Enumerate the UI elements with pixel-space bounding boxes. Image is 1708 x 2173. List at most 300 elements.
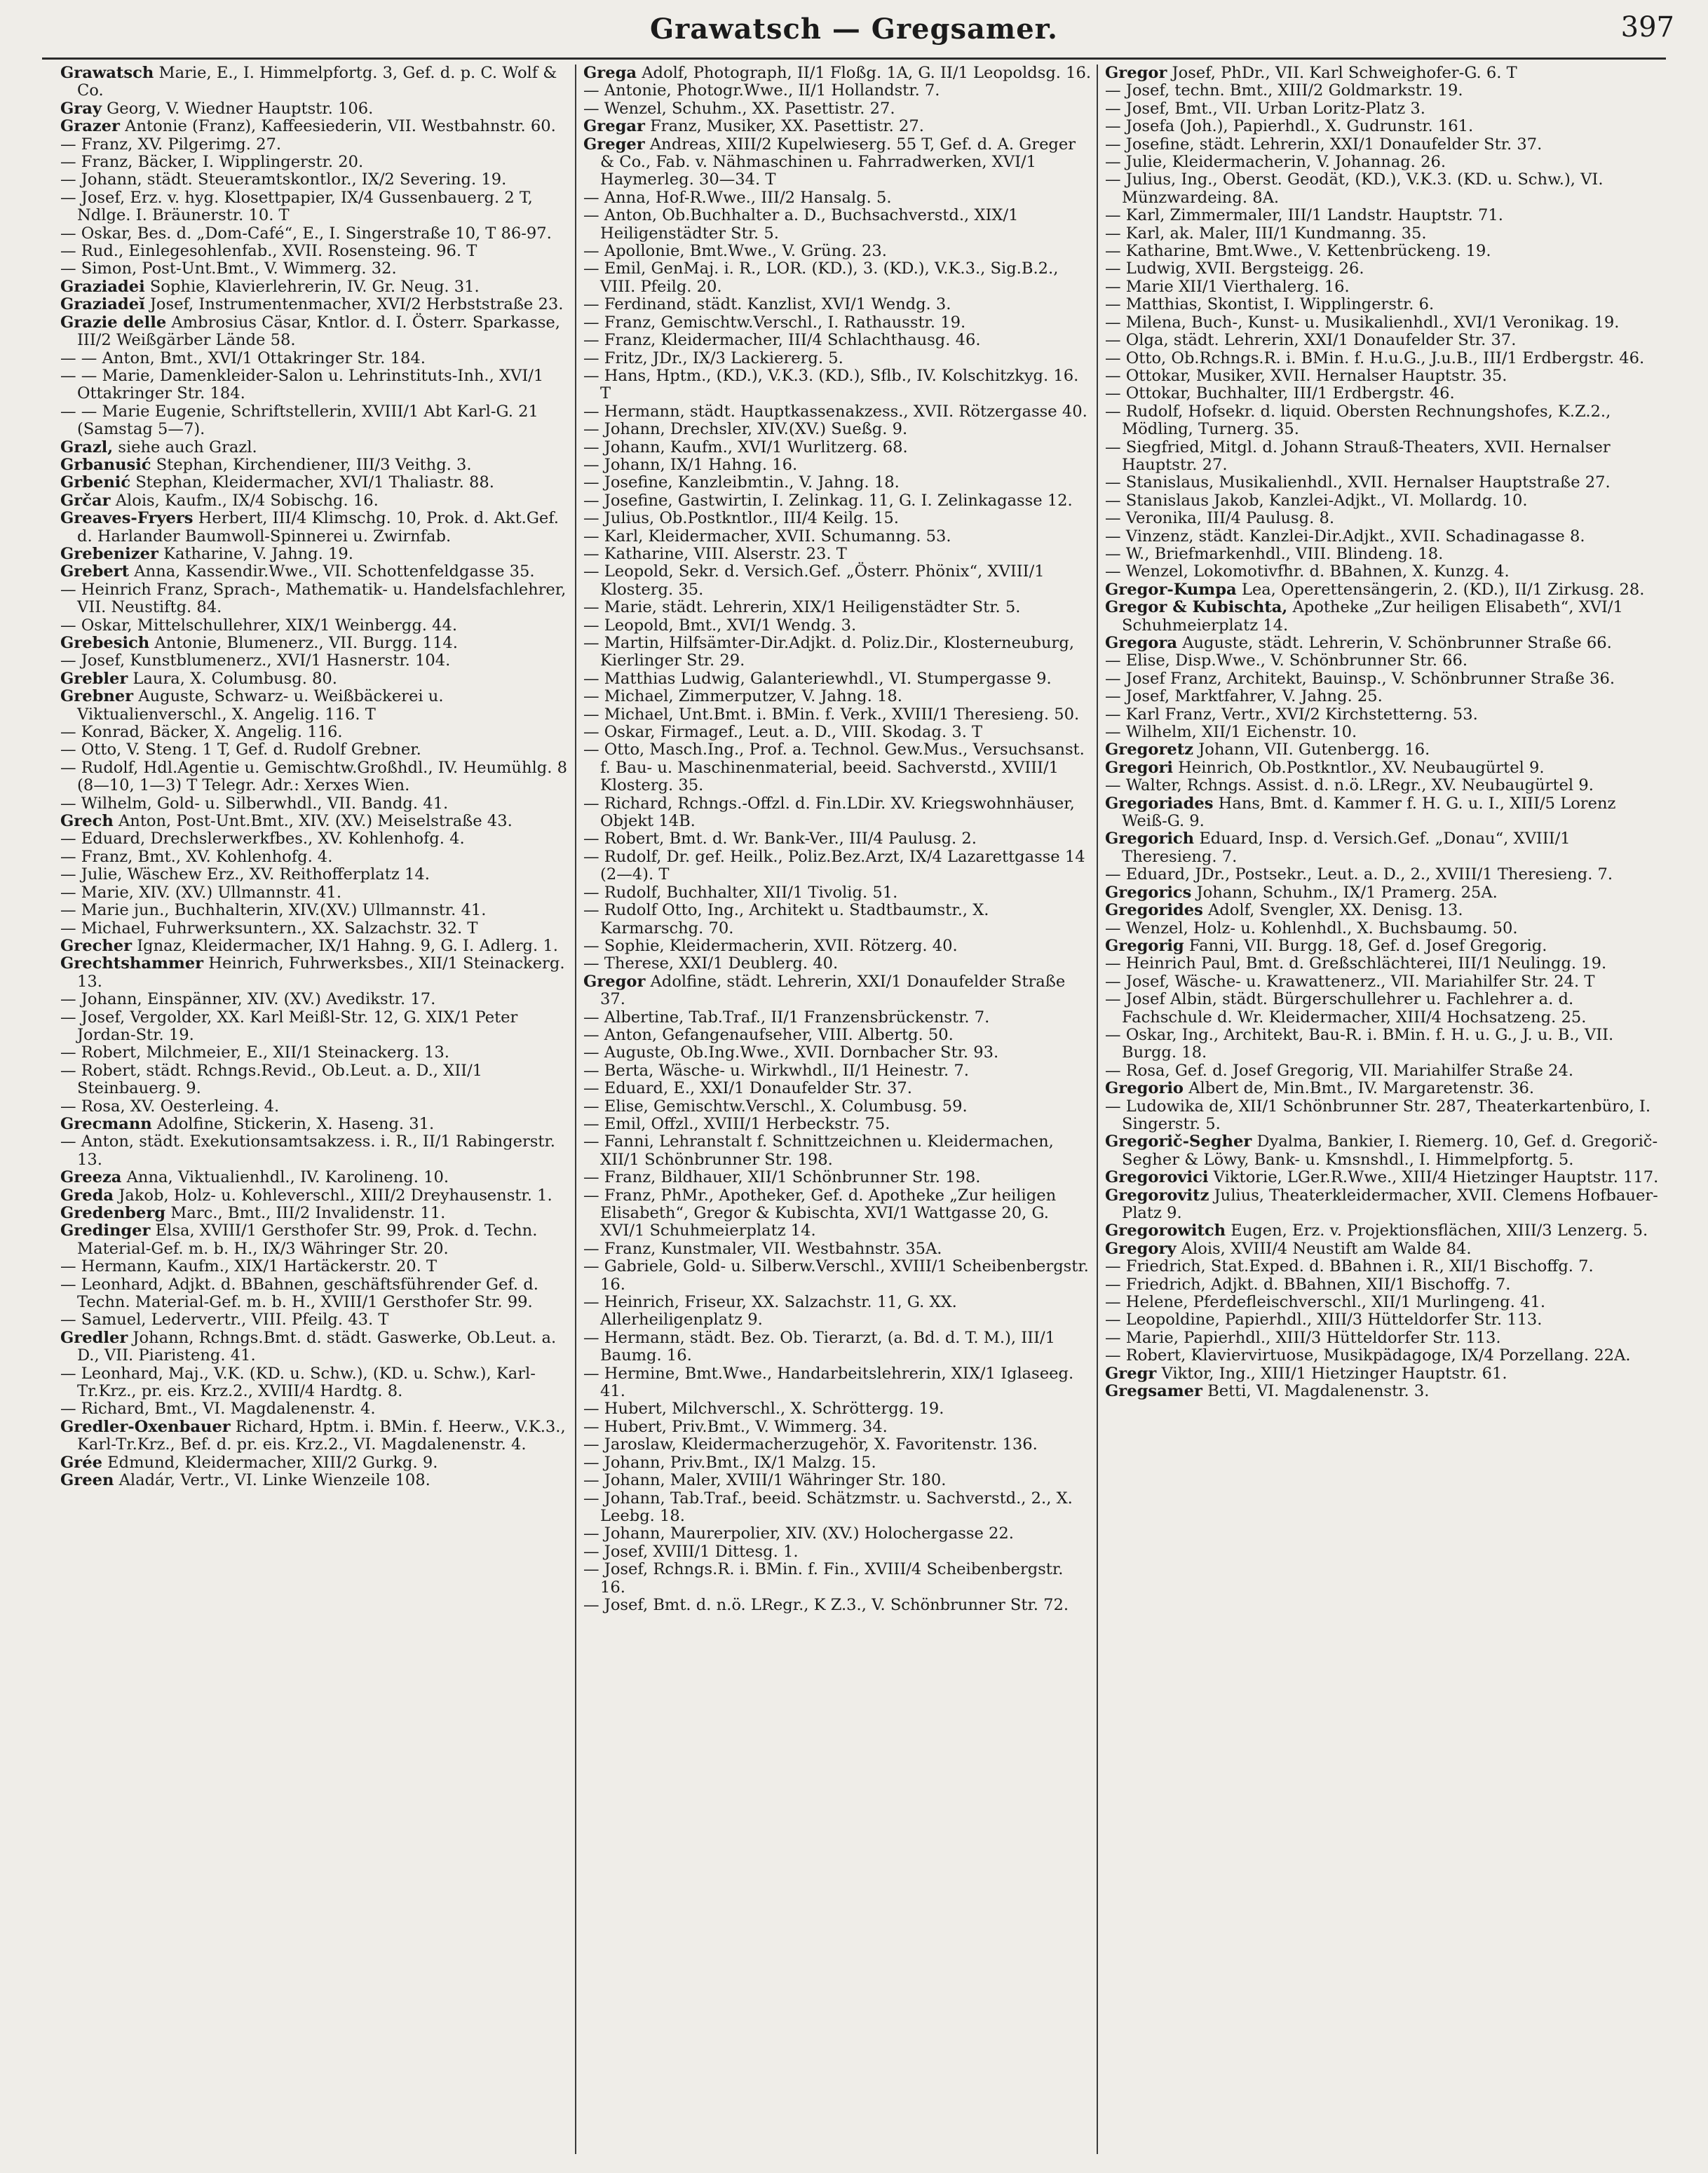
directory-entry (1105, 260, 1663, 278)
entry-text: — Vinzenz, städt. Kanzlei-Dir.Adjkt., XVII. Schadinagasse 8. (1105, 527, 1585, 546)
entry-text: — Karl, ak. Maler, III/1 Kundmanng. 35. (1105, 224, 1427, 243)
entry-text: — Josef, Marktfahrer, V. Jahng. 25. (1105, 687, 1383, 706)
entry-surname: Green (60, 1471, 114, 1490)
directory-entry (583, 1436, 1092, 1454)
directory-entry (583, 1044, 1092, 1062)
directory-entry (1105, 367, 1663, 385)
entry-surname: Grazl, (60, 438, 114, 456)
directory-entry (1105, 866, 1663, 884)
entry-text: Edmund, Kleidermacher, XIII/2 Gurkg. 9. (107, 1453, 438, 1472)
directory-entry (583, 546, 1092, 563)
entry-text: — Rudolf Otto, Ing., Architekt u. Stadtbaumstr., X. Karmarschg. 70. (583, 901, 989, 937)
directory-entry (1105, 1383, 1663, 1400)
entry-text: — Josef, Rchngs.R. i. BMin. f. Fin., XVIII/4 Scheibenbergstr. 16. (583, 1560, 1064, 1597)
entry-text: — Hermann, Kaufm., XIX/1 Hartäckerstr. 20. T (60, 1257, 438, 1276)
directory-entry (583, 1098, 1092, 1116)
entry-text: — Josef, Bmt. d. n.ö. LRegr., K Z.3., V. Schönbrunner Str. 72. (583, 1595, 1069, 1614)
directory-entry (583, 136, 1092, 189)
directory-entry (1105, 65, 1663, 82)
entry-text: — Josefine, Kanzleibmtin., V. Jahng. 18. (583, 473, 900, 492)
column-1 (60, 65, 569, 2154)
directory-entry (60, 1205, 569, 1222)
entry-text: — Josef, techn. Bmt., XIII/2 Goldmarkstr. 19. (1105, 81, 1463, 100)
directory-entry (1105, 314, 1663, 332)
directory-entry (583, 955, 1092, 973)
directory-entry (60, 1062, 569, 1098)
entry-text: Heinrich, Fuhrwerksbes., XII/1 Steinackerg. 13. (77, 954, 565, 991)
directory-entry (1105, 1080, 1663, 1097)
entry-text: — Rudolf, Buchhalter, XII/1 Tivolig. 51. (583, 883, 898, 902)
entry-text: — Rud., Einlegesohlenfab., XVII. Rosensteing. 96. T (60, 242, 477, 261)
entry-text: Heinrich, Ob.Postkntlor., XV. Neubaugürtel 9. (1178, 758, 1545, 777)
entry-text: — Josef, XVIII/1 Dittesg. 1. (583, 1542, 799, 1561)
directory-entry (60, 243, 569, 260)
directory-entry (1105, 546, 1663, 563)
entry-text: Antonie (Franz), Kaffeesiederin, VII. Westbahnstr. 60. (125, 117, 556, 136)
entry-surname: Gregorio (1105, 1079, 1184, 1098)
directory-entry (583, 670, 1092, 688)
entry-text: — Jaroslaw, Kleidermacherzugehör, X. Favoritenstr. 136. (583, 1435, 1038, 1454)
column-2 (583, 65, 1092, 2154)
entry-text: Alois, Kaufm., IX/4 Sobischg. 16. (115, 491, 379, 510)
entry-text: — Otto, Masch.Ing., Prof. a. Technol. Gew.Mus., Versuchsanst. f. Bau- u. Maschinenmaterial, beeid. Sachverstd., XVIII/1 Klosterg. 35. (583, 740, 1085, 795)
entry-text: — Leopold, Bmt., XVI/1 Wendg. 3. (583, 616, 857, 635)
entry-text: — Franz, XV. Pilgerimg. 27. (60, 135, 282, 154)
directory-entry (1105, 403, 1663, 439)
directory-entry (583, 403, 1092, 421)
entry-text: — Josef Franz, Architekt, Bauinsp., V. Schönbrunner Straße 36. (1105, 669, 1615, 688)
entry-text: Eduard, Insp. d. Versich.Gef. „Donau“, XVIII/1 Theresieng. 7. (1122, 830, 1571, 866)
entry-text: — Michael, Zimmerputzer, V. Jahng. 18. (583, 687, 902, 706)
entry-text: Franz, Musiker, XX. Pasettistr. 27. (650, 117, 924, 136)
entry-text: — Wenzel, Holz- u. Kohlenhdl., X. Buchsbaumg. 50. (1105, 919, 1518, 937)
entry-surname: Grawatsch (60, 65, 154, 82)
entry-text: Josef, PhDr., VII. Karl Schweighofer-G. 6. T (1172, 65, 1517, 82)
entry-text: — Hubert, Priv.Bmt., V. Wimmerg. 34. (583, 1417, 888, 1436)
entry-text: — Fritz, JDr., IX/3 Lackiererg. 5. (583, 348, 843, 367)
entry-text: — Katharine, VIII. Alserstr. 23. T (583, 544, 847, 563)
entry-text: Adolfine, städt. Lehrerin, XXI/1 Donaufelder Straße 37. (600, 972, 1066, 1009)
directory-entry (583, 260, 1092, 296)
entry-text: Apotheke „Zur heiligen Elisabeth“, XVI/1 Schuhmeierplatz 14. (1122, 598, 1623, 635)
directory-entry (1105, 1222, 1663, 1240)
entry-text: — Elise, Gemischtw.Verschl., X. Columbusg. 59. (583, 1097, 968, 1116)
entry-text: — Wilhelm, XII/1 Eichenstr. 10. (1105, 723, 1357, 742)
entry-text: — Julius, Ing., Oberst. Geodät, (KD.), V.K.3. (KD. u. Schw.), VI. Münzwardeing. 8A. (1105, 170, 1604, 207)
entry-text: — Richard, Rchngs.-Offzl. d. Fin.LDir. XV. Kriegswohnhäuser, Objekt 14B. (583, 794, 1075, 831)
entry-text: — W., Briefmarkenhdl., VIII. Blindeng. 18. (1105, 544, 1444, 563)
directory-entry (1105, 830, 1663, 866)
directory-entry (583, 474, 1092, 492)
entry-text: — Michael, Fuhrwerksuntern., XX. Salzachstr. 32. T (60, 919, 478, 937)
entry-text: — Simon, Post-Unt.Bmt., V. Wimmerg. 32. (60, 259, 397, 278)
directory-entry (583, 1365, 1092, 1401)
directory-entry (583, 1294, 1092, 1329)
directory-entry (1105, 171, 1663, 207)
directory-entry (60, 492, 569, 510)
entry-surname: Greaves-Fryers (60, 509, 194, 528)
entry-text: Elsa, XVIII/1 Gersthofer Str. 99, Prok. d. Techn. Material-Gef. m. b. H., IX/3 Währinger Str. 20. (77, 1221, 538, 1258)
entry-text: — Michael, Unt.Bmt. i. BMin. f. Verk., XVIII/1 Theresieng. 50. (583, 705, 1080, 724)
entry-text: — Leonhard, Adjkt. d. BBahnen, geschäftsführender Gef. d. Techn. Material-Gef. m. b. H., XVIII/1 Gersthofer Str. 99. (60, 1275, 538, 1312)
entry-text: — Josef Albin, städt. Bürgerschullehrer u. Fachlehrer a. d. Fachschule d. Wr. Kleidermacher, XIII/4 Hochsatzeng. 25. (1105, 990, 1587, 1027)
directory-entry (1105, 759, 1663, 777)
entry-surname: Gregar (583, 117, 645, 136)
directory-entry (1105, 635, 1663, 652)
directory-entry (60, 65, 569, 100)
entry-text: — Franz, Kleidermacher, III/4 Schlachthausg. 46. (583, 331, 981, 350)
entry-text: — Robert, Klaviervirtuose, Musikpädagoge, IX/4 Porzellang. 22A. (1105, 1346, 1631, 1365)
entry-surname: Grebler (60, 669, 128, 688)
directory-entry (583, 332, 1092, 349)
entry-text: — Wenzel, Lokomotivfhr. d. BBahnen, X. Kunzg. 4. (1105, 562, 1510, 581)
directory-entry (583, 848, 1092, 884)
directory-entry (60, 350, 569, 367)
directory-entry (60, 902, 569, 919)
entry-text: — Hermann, städt. Bez. Ob. Tierarzt, (a. Bd. d. T. M.), III/1 Baumg. 16. (583, 1328, 1056, 1365)
entry-text: — Berta, Wäsche- u. Wirkwhdl., II/1 Heinestr. 7. (583, 1061, 969, 1080)
entry-text: — Helene, Pferdefleischverschl., XII/1 Murlingeng. 41. (1105, 1293, 1546, 1312)
directory-entry (583, 1329, 1092, 1365)
entry-text: Marie, E., I. Himmelpfortg. 3, Gef. d. p. C. Wolf & Co. (77, 65, 557, 100)
directory-entry (60, 100, 569, 118)
directory-entry (60, 955, 569, 991)
directory-entry (60, 1311, 569, 1329)
directory-entry (60, 1098, 569, 1116)
entry-text: Julius, Theaterkleidermacher, XVII. Clemens Hofbauer-Platz 9. (1122, 1186, 1658, 1222)
directory-entry (1105, 1062, 1663, 1080)
entry-text: Anna, Viktualienhdl., IV. Karolineng. 10. (126, 1168, 449, 1187)
directory-entry (583, 1258, 1092, 1294)
entry-text: — Otto, V. Steng. 1 T, Gef. d. Rudolf Grebner. (60, 740, 421, 759)
entry-text: Stephan, Kleidermacher, XVI/1 Thaliastr. 88. (135, 473, 494, 492)
directory-entry (1105, 652, 1663, 670)
directory-entry (583, 314, 1092, 332)
entry-text: — Franz, Bäcker, I. Wipplingerstr. 20. (60, 153, 364, 172)
entry-surname: Grebenizer (60, 544, 158, 563)
entry-text: — Anton, Ob.Buchhalter a. D., Buchsachverstd., XIX/1 Heiligenstädter Str. 5. (583, 206, 1019, 243)
entry-text: Adolf, Svengler, XX. Denisg. 13. (1208, 901, 1463, 920)
entry-text: — Stanislaus, Musikalienhdl., XVII. Hernalser Hauptstraße 27. (1105, 473, 1611, 492)
directory-entry (60, 724, 569, 741)
entry-text: Adolf, Photograph, II/1 Floßg. 1A, G. II/1 Leopoldsg. 16. (642, 65, 1092, 82)
entry-text: Andreas, XIII/2 Kupelwieserg. 55 T, Gef. d. A. Greger & Co., Fab. v. Nähmaschinen u. Fahrradwerken, XVI/1 Haymerleg. 30—34. T (600, 135, 1076, 189)
directory-entry (1105, 1240, 1663, 1258)
entry-text: — Josef, Vergolder, XX. Karl Meißl-Str. 12, G. XIX/1 Peter Jordan-Str. 19. (60, 1008, 518, 1044)
directory-entry (583, 100, 1092, 118)
entry-text: — Veronika, III/4 Paulusg. 8. (1105, 509, 1335, 528)
entry-surname: Grazer (60, 117, 120, 136)
directory-entry (1105, 528, 1663, 546)
entry-text: — Johann, Kaufm., XVI/1 Wurlitzerg. 68. (583, 438, 908, 456)
entry-surname: Gredler-Oxenbauer (60, 1417, 231, 1436)
entry-text: — Ludowika de, XII/1 Schönbrunner Str. 287, Theaterkartenbüro, I. Singerstr. 5. (1105, 1097, 1651, 1133)
entry-surname: Gregorovitz (1105, 1186, 1209, 1205)
entry-text: — Johann, Tab.Traf., beeid. Schätzmstr. u. Sachverstd., 2., X. Leebg. 18. (583, 1489, 1073, 1525)
entry-text: — Heinrich Franz, Sprach-, Mathematik- u. Handelsfachlehrer, VII. Neustiftg. 84. (60, 580, 567, 617)
entry-text: — Emil, Offzl., XVIII/1 Herbeckstr. 75. (583, 1114, 890, 1133)
entry-text: — Julius, Ob.Postkntlor., III/4 Keilg. 15. (583, 509, 899, 528)
column-divider (1097, 65, 1098, 2154)
directory-entry (1105, 777, 1663, 794)
entry-text: — Antonie, Photogr.Wwe., II/1 Hollandstr. 7. (583, 81, 940, 100)
directory-entry (583, 795, 1092, 831)
directory-entry (60, 795, 569, 813)
entry-surname: Grecmann (60, 1114, 152, 1133)
directory-entry (583, 207, 1092, 243)
directory-entry (60, 189, 569, 225)
directory-entry (583, 296, 1092, 313)
entry-text: — Marie, städt. Lehrerin, XIX/1 Heiligenstädter Str. 5. (583, 598, 1021, 617)
entry-text: — Oskar, Bes. d. „Dom-Café“, E., I. Singerstraße 10, T 86-97. (60, 224, 552, 243)
directory-entry (1105, 207, 1663, 224)
directory-entry (60, 1258, 569, 1275)
entry-text: — Eduard, JDr., Postsekr., Leut. a. D., 2., XVIII/1 Theresieng. 7. (1105, 865, 1613, 884)
column-3 (1105, 65, 1663, 2154)
directory-entry (60, 314, 569, 350)
directory-entry (583, 688, 1092, 705)
entry-text: Albert de, Min.Bmt., IV. Margaretenstr. 36. (1188, 1079, 1535, 1098)
directory-entry (1105, 100, 1663, 118)
directory-entry (60, 1419, 569, 1454)
running-head: Grawatsch — Gregsamer. (650, 13, 1058, 46)
entry-text: Laura, X. Columbusg. 80. (133, 669, 337, 688)
directory-entry (583, 82, 1092, 100)
entry-text: — — Marie Eugenie, Schriftstellerin, XVIII/1 Abt Karl-G. 21 (Samstag 5—7). (60, 402, 538, 439)
directory-entry (1105, 278, 1663, 296)
entry-surname: Gredinger (60, 1221, 151, 1240)
entry-text: — Franz, Bmt., XV. Kohlenhofg. 4. (60, 847, 333, 866)
entry-text: — Josef, Bmt., VII. Urban Loritz-Platz 3. (1105, 99, 1425, 118)
entry-text: Viktorie, LGer.R.Wwe., XIII/4 Hietzinger Hauptstr. 117. (1213, 1168, 1659, 1187)
entry-surname: Gregorig (1105, 936, 1184, 955)
entry-text: Viktor, Ing., XIII/1 Hietzinger Hauptstr. 61. (1161, 1364, 1507, 1383)
entry-text: — Matthias, Skontist, I. Wipplingerstr. 6. (1105, 295, 1435, 314)
directory-entry (60, 278, 569, 296)
directory-entry (60, 581, 569, 617)
directory-entry (1105, 492, 1663, 510)
entry-text: — Ottokar, Buchhalter, III/1 Erdbergstr. 46. (1105, 384, 1455, 403)
directory-entry (60, 260, 569, 278)
entry-text: — Gabriele, Gold- u. Silberw.Verschl., XVIII/1 Scheibenbergstr. 16. (583, 1257, 1089, 1294)
entry-text: — Franz, Kunstmaler, VII. Westbahnstr. 35A. (583, 1239, 942, 1258)
directory-entry (60, 563, 569, 581)
entry-text: — Oskar, Ing., Architekt, Bau-R. i. BMin. f. H. u. G., J. u. B., VII. Burgg. 18. (1105, 1025, 1614, 1062)
entry-text: — Johann, Maler, XVIII/1 Währinger Str. 180. (583, 1471, 947, 1490)
entry-text: — Marie jun., Buchhalterin, XIV.(XV.) Ullmannstr. 41. (60, 901, 487, 920)
directory-entry (60, 439, 569, 456)
entry-text: Eugen, Erz. v. Projektionsflächen, XIII/3 Lenzerg. 5. (1231, 1221, 1648, 1240)
directory-entry (1105, 332, 1663, 349)
directory-entry (583, 65, 1092, 82)
entry-text: Georg, V. Wiedner Hauptstr. 106. (107, 99, 374, 118)
entry-text: — Franz, Bildhauer, XII/1 Schönbrunner Str. 198. (583, 1168, 981, 1187)
directory-entry (1105, 706, 1663, 724)
directory-entry (583, 884, 1092, 902)
entry-text: Katharine, V. Jahng. 19. (163, 544, 353, 563)
entry-text: — Eduard, E., XXI/1 Donaufelder Str. 37. (583, 1079, 912, 1098)
entry-text: Aladár, Vertr., VI. Linke Wienzeile 108. (118, 1471, 431, 1490)
directory-entry (60, 136, 569, 154)
directory-entry (1105, 581, 1663, 599)
entry-surname: Grbenić (60, 473, 131, 492)
entry-text: — Albertine, Tab.Traf., II/1 Franzensbrückenstr. 7. (583, 1008, 990, 1027)
directory-entry (60, 1187, 569, 1205)
entry-surname: Grbanusić (60, 455, 151, 474)
directory-entry (1105, 1027, 1663, 1062)
directory-entry (1105, 225, 1663, 243)
entry-text: — Josefine, städt. Lehrerin, XXI/1 Donaufelder Str. 37. (1105, 135, 1543, 154)
entry-text: Alois, XVIII/4 Neustift am Walde 84. (1181, 1239, 1472, 1258)
directory-entry (1105, 884, 1663, 902)
page-number: 397 (1620, 11, 1674, 43)
entry-surname: Gregoretz (1105, 740, 1193, 759)
entry-text: — Marie, Papierhdl., XIII/3 Hütteldorfer Str. 113. (1105, 1328, 1501, 1347)
entry-text: — Auguste, Ob.Ing.Wwe., XVII. Dornbacher Str. 93. (583, 1043, 999, 1062)
directory-entry (583, 1561, 1092, 1597)
entry-text: — Rosa, XV. Oesterleing. 4. (60, 1097, 280, 1116)
directory-entry (583, 528, 1092, 546)
directory-entry (60, 225, 569, 243)
entry-text: — Josef, Wäsche- u. Krawattenerz., VII. Mariahilfer Str. 24. T (1105, 972, 1595, 991)
entry-text: — Heinrich Paul, Bmt. d. Greßschlächterei, III/1 Neulingg. 19. (1105, 954, 1607, 973)
directory-entry (583, 118, 1092, 135)
directory-entry (583, 635, 1092, 670)
directory-entry (583, 563, 1092, 599)
directory-entry (1105, 510, 1663, 527)
directory-entry (583, 439, 1092, 456)
directory-entry (60, 617, 569, 635)
directory-entry (60, 1133, 569, 1169)
entry-text: — Karl Franz, Vertr., XVI/2 Kirchstetterng. 53. (1105, 705, 1478, 724)
entry-text: — Ottokar, Musiker, XVII. Hernalser Hauptstr. 35. (1105, 366, 1507, 385)
entry-text: — Milena, Buch-, Kunst- u. Musikalienhdl., XVI/1 Veronikag. 19. (1105, 313, 1620, 332)
entry-text: — Fanni, Lehranstalt f. Schnittzeichnen u. Kleidermachen, XII/1 Schönbrunner Str. 198. (583, 1132, 1054, 1169)
entry-text: Johann, Schuhm., IX/1 Pramerg. 25A. (1196, 883, 1498, 902)
entry-text: — — Anton, Bmt., XVI/1 Ottakringer Str. 184. (60, 348, 426, 367)
entry-text: — Leonhard, Maj., V.K. (KD. u. Schw.), (KD. u. Schw.), Karl-Tr.Krz., pr. eis. Krz.2., XVIII/4 Hardtg. 8. (60, 1364, 536, 1401)
directory-entry (583, 189, 1092, 207)
entry-text: Jakob, Holz- u. Kohleverschl., XIII/2 Dreyhausenstr. 1. (118, 1186, 553, 1205)
directory-entry (583, 937, 1092, 955)
entry-text: — Leopold, Sekr. d. Versich.Gef. „Österr. Phönix“, XVIII/1 Klosterg. 35. (583, 562, 1045, 599)
entry-text: — — Marie, Damenkleider-Salon u. Lehrinstituts-Inh., XVI/1 Ottakringer Str. 184. (60, 366, 544, 403)
entry-surname: Grebner (60, 687, 134, 706)
entry-text: — Johann, Einspänner, XIV. (XV.) Avedikstr. 17. (60, 990, 436, 1009)
entry-surname: Gregoriades (1105, 794, 1214, 813)
directory-entry (583, 456, 1092, 474)
directory-entry (583, 1490, 1092, 1526)
directory-entry (60, 741, 569, 759)
entry-text: — Elise, Disp.Wwe., V. Schönbrunner Str. 66. (1105, 651, 1468, 670)
directory-entry (1105, 991, 1663, 1027)
entry-text: Marc., Bmt., III/2 Invalidenstr. 11. (170, 1204, 446, 1222)
directory-entry (583, 1133, 1092, 1169)
entry-text: Hans, Bmt. d. Kammer f. H. G. u. I., XIII/5 Lorenz Weiß-G. 9. (1122, 794, 1616, 831)
directory-entry (1105, 1276, 1663, 1294)
entry-surname: Gregorich (1105, 830, 1195, 848)
directory-entry (583, 1187, 1092, 1240)
directory-entry (60, 813, 569, 830)
entry-text: — Anton, Gefangenaufseher, VIII. Albertg. 50. (583, 1025, 954, 1044)
directory-entry (583, 1009, 1092, 1027)
entry-surname: Grech (60, 812, 114, 831)
directory-entry (583, 724, 1092, 741)
directory-entry (583, 741, 1092, 794)
directory-entry (60, 546, 569, 563)
entry-text: — Robert, städt. Rchngs.Revid., Ob.Leut. a. D., XII/1 Steinbauerg. 9. (60, 1061, 483, 1098)
entry-text: — Konrad, Bäcker, X. Angelig. 116. (60, 723, 343, 742)
directory-entry (1105, 1098, 1663, 1134)
entry-text: Anton, Post-Unt.Bmt., XIV. (XV.) Meiselstraße 43. (118, 812, 513, 831)
entry-surname: Gregsamer (1105, 1382, 1202, 1401)
entry-text: — Apollonie, Bmt.Wwe., V. Grüng. 23. (583, 242, 887, 261)
entry-text: — Josef, Kunstblumenerz., XVI/1 Hasnerstr. 104. (60, 651, 451, 670)
directory-entry (583, 421, 1092, 438)
directory-entry (1105, 741, 1663, 759)
directory-entry (1105, 724, 1663, 741)
entry-surname: Greger (583, 135, 645, 154)
entry-surname: Gregorics (1105, 883, 1192, 902)
entry-surname: Gregor (583, 972, 646, 991)
entry-surname: Gregorovici (1105, 1168, 1209, 1187)
directory-entry (60, 1329, 569, 1365)
directory-entry (583, 1400, 1092, 1418)
entry-text: Johann, Rchngs.Bmt. d. städt. Gaswerke, Ob.Leut. a. D., VII. Piaristeng. 41. (77, 1328, 557, 1365)
entry-text: — Franz, PhMr., Apotheker, Gef. d. Apotheke „Zur heiligen Elisabeth“, Gregor & Kubischta, XVI/1 Wattgasse 20, G. XVI/1 Schuhmeierplatz 14. (583, 1186, 1057, 1240)
directory-entry (60, 652, 569, 670)
entry-surname: Graziadeĭ (60, 295, 145, 314)
entry-surname: Gray (60, 99, 102, 118)
directory-entry (583, 1525, 1092, 1543)
entry-surname: Grega (583, 65, 637, 82)
directory-entry (60, 830, 569, 848)
entry-text: — Rudolf, Dr. gef. Heilk., Poliz.Bez.Arzt, IX/4 Lazarettgasse 14 (2—4). T (583, 847, 1085, 884)
directory-entry (1105, 563, 1663, 581)
entry-surname: Gregorowitch (1105, 1221, 1226, 1240)
directory-entry (583, 706, 1092, 724)
directory-entry (1105, 1258, 1663, 1275)
directory-entry (1105, 1169, 1663, 1186)
directory-entry (583, 1543, 1092, 1561)
entry-text: — Rosa, Gef. d. Josef Gregorig, VII. Mariahilfer Straße 24. (1105, 1061, 1574, 1080)
directory-entry (60, 474, 569, 492)
entry-text: — Friedrich, Adjkt. d. BBahnen, XII/1 Bischoffg. 7. (1105, 1275, 1511, 1294)
directory-entry (60, 1365, 569, 1401)
entry-text: — Johann, städt. Steueramtskontlor., IX/2 Severing. 19. (60, 170, 507, 189)
entry-text: Dyalma, Bankier, I. Riemerg. 10, Gef. d. Gregorič-Segher & Löwy, Bank- u. Kmsnshdl., I. Himmelpfortg. 5. (1122, 1132, 1658, 1169)
entry-text: — Josefine, Gastwirtin, I. Zelinkag. 11, G. I. Zelinkagasse 12. (583, 491, 1073, 510)
entry-text: — Anna, Hof-R.Wwe., III/2 Hansalg. 5. (583, 188, 892, 207)
directory-entry (1105, 136, 1663, 154)
directory-entry (1105, 1187, 1663, 1223)
directory-entry (1105, 795, 1663, 831)
entry-text: — Matthias Ludwig, Galanteriewhdl., VI. Stumpergasse 9. (583, 669, 1052, 688)
entry-text: — Oskar, Mittelschullehrer, XIX/1 Weinbergg. 44. (60, 616, 458, 635)
page-header (0, 10, 1708, 52)
entry-text: Betti, VI. Magdalenenstr. 3. (1207, 1382, 1430, 1401)
directory-entry (583, 599, 1092, 616)
entry-surname: Gredenberg (60, 1204, 166, 1222)
directory-entry (1105, 154, 1663, 171)
entry-surname: Gregr (1105, 1364, 1157, 1383)
directory-entry (583, 1454, 1092, 1472)
entry-surname: Gregora (1105, 634, 1177, 652)
directory-entry (583, 492, 1092, 510)
directory-entry (60, 1400, 569, 1418)
directory-entry (1105, 920, 1663, 937)
directory-entry (583, 1419, 1092, 1436)
